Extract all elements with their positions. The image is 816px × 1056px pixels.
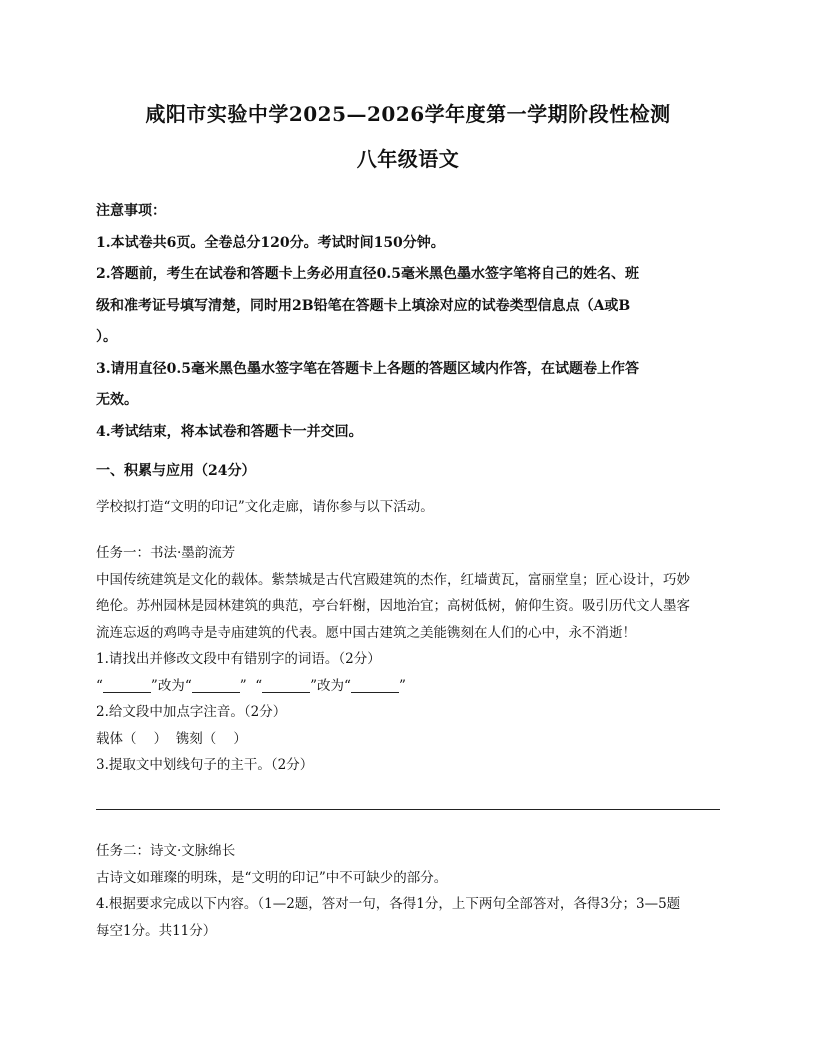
notice-heading: 注意事项： [96, 203, 166, 219]
change-to-label: 改为 [157, 677, 185, 694]
notice-line: ）。 [96, 329, 117, 345]
answer-rule-line [96, 809, 720, 810]
quote-close: ” [150, 677, 158, 694]
quote-close: ” [310, 677, 318, 694]
question-2: 2.给文段中加点字注音。（2分） [96, 704, 287, 720]
task2-intro: 古诗文如璀璨的明珠，是“文明的印记”中不可缺少的部分。 [96, 869, 448, 886]
question-2-pinyin-items: 载体（ ） 镌刻（ ） [96, 730, 247, 747]
quote-open: “ [255, 677, 263, 694]
answer-blank[interactable] [103, 678, 151, 693]
section1-intro-text: 学校拟打造“文明的印记”文化走廊，请你参与以下活动。 [96, 499, 434, 515]
question-1-answer-line [96, 673, 718, 700]
passage-line: 中国传统建筑是文化的载体。紫禁城是古代宫殿建筑的杰作，红墙黄瓦，富丽堂皇；匠心设计，巧妙 [96, 571, 690, 588]
section1-heading: 一、积累与应用（24分） [96, 463, 256, 479]
passage-line: 绝伦。苏州园林是园林建筑的典范，亭台轩榭，因地治宜；高树低树，俯仰生资。吸引历代文人墨客 [96, 598, 690, 614]
task2-section [96, 838, 718, 944]
exam-subtitle: 八年级语文 [356, 147, 460, 171]
notice-line: 级和准考证号填写清楚，同时用2B铅笔在答题卡上填涂对应的试卷类型信息点（A或B [96, 297, 631, 314]
passage-line: 流连忘返的鸡鸣寺是寺庙建筑的代表。愿中国古建筑之美能镌刻在人们的心中，永不消逝！ [96, 624, 636, 641]
section1-intro [96, 494, 718, 521]
task1-heading: 任务一：书法·墨韵流芳 [96, 545, 236, 561]
notice-line: 1.本试卷共6页。全卷总分120分。考试时间150分钟。 [96, 234, 445, 251]
quote-open: “ [184, 677, 192, 694]
task1-section [96, 540, 718, 779]
change-to-label: 改为 [317, 677, 345, 694]
quote-open: “ [96, 677, 103, 694]
question-3: 3.提取文中划线句子的主干。（2分） [96, 757, 314, 773]
answer-blank[interactable] [351, 678, 399, 693]
question-1: 1.请找出并修改文段中有错别字的词语。（2分） [96, 651, 381, 667]
quote-open: “ [344, 677, 351, 694]
quote-close: ” [239, 677, 247, 694]
answer-blank[interactable] [262, 678, 310, 693]
notice-line: 4.考试结束，将本试卷和答题卡一并交回。 [96, 423, 363, 440]
quote-close: ” [398, 677, 406, 694]
answer-blank[interactable] [192, 678, 240, 693]
notice-line: 3.请用直径0.5毫米黑色墨水签字笔在答题卡上各题的答题区域内作答，在试题卷上作答 [96, 360, 639, 377]
exam-title: 咸阳市实验中学2025—2026学年度第一学期阶段性检测 [145, 102, 671, 126]
notice-line: 无效。 [96, 392, 138, 408]
notice-line: 2.答题前，考生在试卷和答题卡上务必用直径0.5毫米黑色墨水签字笔将自己的姓名、班 [96, 266, 639, 282]
question-4-line: 每空1分。共11分） [96, 922, 217, 939]
task2-heading: 任务二：诗文·文脉绵长 [96, 843, 236, 859]
notice-section [96, 196, 718, 448]
question-4-line: 4.根据要求完成以下内容。（1—2题，答对一句，各得1分，上下两句全部答对，各得3分；3—5题 [96, 896, 681, 912]
